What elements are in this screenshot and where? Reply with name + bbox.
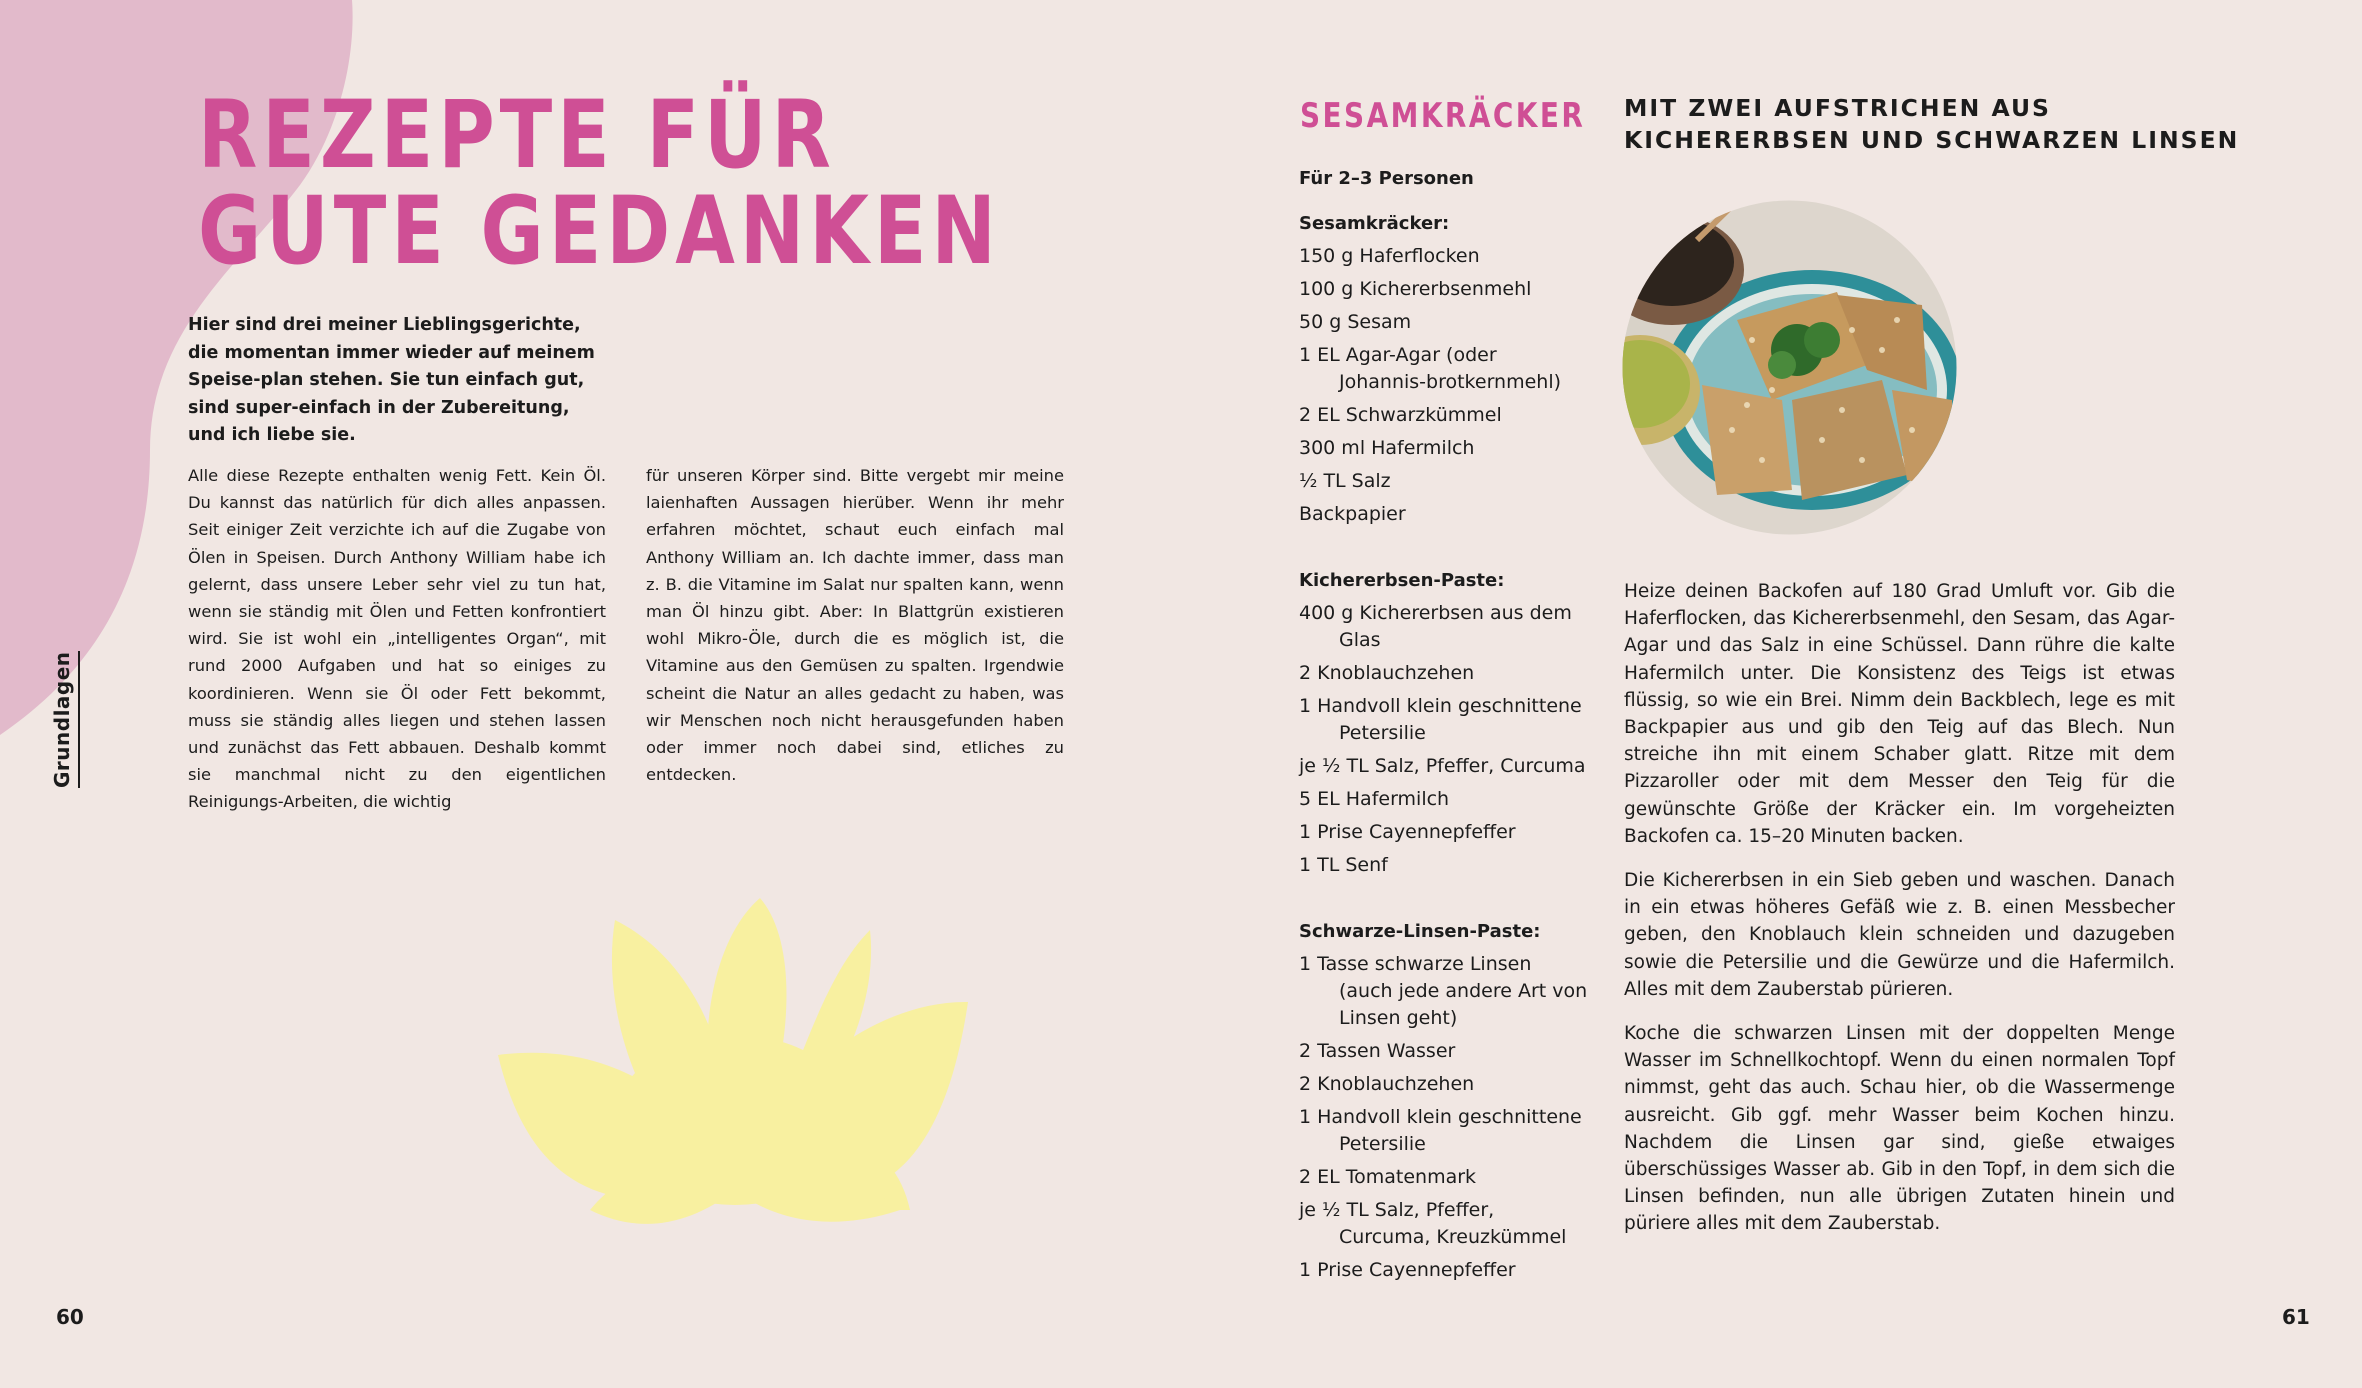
ingredient-item: 2 Knoblauchzehen	[1299, 662, 1475, 684]
subtitle-line-2: KICHERERBSEN UND SCHWARZEN LINSEN	[1624, 126, 2240, 154]
title-line-2: GUTE GEDANKEN	[198, 177, 1001, 286]
recipe-title: SESAMKRÄCKER	[1300, 96, 1586, 136]
ingredient-item: 5 EL Hafermilch	[1299, 788, 1450, 810]
title-line-1: REZEPTE FÜR	[198, 81, 836, 190]
ingredient-item: 50 g Sesam	[1299, 311, 1412, 333]
body-column-2: für unseren Körper sind. Bitte vergebt mir meine laienhaften Aussagen hierüber. Wenn ihr mehr erfahren möchtet, schaut euch einfach mal Anthony William an. Ich dachte immer, dass man z. B. die Vitamine im Salat nur spalten kann, wenn man Öl hinzu gibt. Aber: In Blattgrün existieren wohl Mikro-Öle, durch die es möglich ist, die Vitamine aus den Gemüsen zu spalten. Irgendwie scheint die Natur an alles gedacht zu haben, was wir Menschen noch nicht herausgefunden haben oder immer noch dabei sind, etliches zu entdecken.	[646, 466, 1064, 785]
ingredient-item: 150 g Haferflocken	[1299, 245, 1480, 267]
subtitle-line-1: MIT ZWEI AUFSTRICHEN AUS	[1624, 94, 2051, 122]
method-paragraph: Koche die schwarzen Linsen mit der doppelten Menge Wasser im Schnellkochtopf. Wenn du einen normalen Topf nimmst, geht das auch. Schau hier, ob die Wassermenge ausreicht. Gib ggf. mehr Wasser beim Kochen hinzu. Nachdem die Linsen gar sind, gieße etwaiges überschüssiges Wasser ab. Gib in den Topf, in dem sich die Linsen befinden, nun alle übrigen Zutaten hinein und püriere alles mit dem Zauberstab.	[1624, 1023, 2175, 1235]
ingredient-heading: Sesamkräcker:	[1299, 213, 1450, 234]
ingredient-item: 2 EL Tomatenmark	[1299, 1166, 1477, 1188]
ingredient-item: 1 Prise Cayennepfeffer	[1299, 1259, 1516, 1281]
ingredient-item: 1 Handvoll klein geschnittene Petersilie	[1299, 1106, 1582, 1155]
page-number-right: 61	[2282, 1305, 2310, 1329]
page-title	[198, 81, 1001, 286]
recipe-subtitle	[1624, 92, 2239, 156]
ingredient-item: 1 Tasse schwarze Linsen (auch jede andere Art von Linsen geht)	[1299, 953, 1588, 1029]
ingredient-heading: Schwarze-Linsen-Paste:	[1299, 921, 1541, 942]
ingredient-item: je ½ TL Salz, Pfeffer, Curcuma, Kreuzkümmel	[1299, 1199, 1567, 1248]
ingredient-item: 1 Handvoll klein geschnittene Petersilie	[1299, 695, 1582, 744]
servings: Für 2–3 Personen	[1299, 168, 1474, 189]
ingredient-item: Backpapier	[1299, 503, 1406, 525]
ingredient-item: 100 g Kichererbsenmehl	[1299, 278, 1532, 300]
ingredient-item: je ½ TL Salz, Pfeffer, Curcuma	[1299, 755, 1586, 777]
ingredient-item: 300 ml Hafermilch	[1299, 437, 1475, 459]
ingredients-list	[1299, 162, 1589, 1287]
ingredient-item: 2 EL Schwarzkümmel	[1299, 404, 1502, 426]
section-spacer	[1299, 531, 1589, 564]
ingredient-heading: Kichererbsen-Paste:	[1299, 570, 1505, 591]
section-side-label: Grundlagen	[50, 651, 80, 788]
ingredient-item: 400 g Kichererbsen aus dem Glas	[1299, 602, 1572, 651]
page-number-left: 60	[56, 1305, 84, 1329]
method-paragraph: Die Kichererbsen in ein Sieb geben und waschen. Danach in ein etwas höheres Gefäß wie z. B. einen Messbecher geben, den Knoblauch klein schneiden und dazugeben sowie die Petersilie und die Gewürze und die Hafermilch. Alles mit dem Zauberstab pürieren.	[1624, 870, 2175, 1000]
ingredient-item: 2 Tassen Wasser	[1299, 1040, 1456, 1062]
ingredient-item: 1 Prise Cayennepfeffer	[1299, 821, 1516, 843]
body-column-1: Alle diese Rezepte enthalten wenig Fett. Kein Öl. Du kannst das natürlich für dich alles anpassen. Seit einiger Zeit verzichte ich auf die Zugabe von Ölen in Speisen. Durch Anthony William habe ich gelernt, dass unsere Leber sehr viel zu tun hat, wenn sie ständig mit Ölen und Fetten konfrontiert wird. Sie ist wohl ein „intelligentes Organ“, mit rund 2000 Aufgaben und hat so einiges zu koordinieren. Wenn sie Öl oder Fett bekommt, muss sie ständig alles liegen und stehen lassen und zunächst das Fett abbauen. Deshalb kommt sie manchmal nicht zu den eigentlichen Reinigungs-Arbeiten, die wichtig	[188, 466, 606, 812]
intro-text: Hier sind drei meiner Lieblingsgerichte, die momentan immer wieder auf meinem Speise-plan stehen. Sie tun einfach gut, sind super-einfach in der Zubereitung, und ich liebe sie.	[188, 315, 595, 445]
section-spacer	[1299, 882, 1589, 915]
sesame-crackers-photo	[1622, 200, 1957, 535]
yellow-flower-decoration	[490, 890, 980, 1230]
recipe-method	[1624, 578, 2175, 1255]
ingredient-item: 1 TL Senf	[1299, 854, 1388, 876]
ingredient-item: ½ TL Salz	[1299, 470, 1391, 492]
ingredient-item: 2 Knoblauchzehen	[1299, 1073, 1475, 1095]
method-paragraph: Heize deinen Backofen auf 180 Grad Umluft vor. Gib die Haferflocken, das Kichererbsenmehl, den Sesam, das Agar-Agar und das Salz in eine Schüssel. Dann rühre die kalte Hafermilch unter. Die Konsistenz des Teigs ist etwas flüssig, so wie ein Brei. Nimm dein Backblech, lege es mit Backpapier aus und gib den Teig auf das Blech. Nun streiche ihn mit einem Schaber glatt. Ritze mit dem Pizzaroller oder mit dem Messer den Teig für die gewünschte Größe der Kräcker ein. Im vorgeheizten Backofen ca. 15–20 Minuten backen.	[1624, 581, 2175, 847]
ingredient-item: 1 EL Agar-Agar (oder Johannis-brotkernmehl)	[1299, 344, 1562, 393]
